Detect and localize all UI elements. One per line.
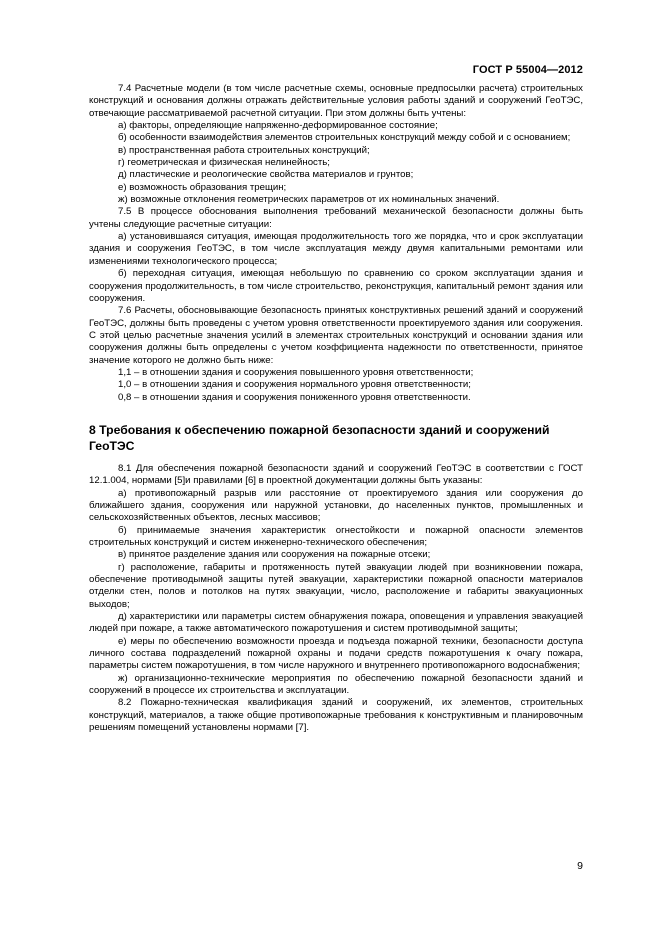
list-item: д) пластические и реологические свойства материалов и грунтов; [118, 169, 414, 181]
list-item: в) пространственная работа строительных конструкций; [118, 144, 370, 156]
list-item: 1,0 – в отношении здания и сооружения нормального уровня ответственности; [118, 379, 471, 391]
clause-8-2: 8.2 Пожарно-техническая квалификация зданий и сооружений, их элементов, строительных конструкций, материалов, а также общие противопожарные требования к конструктивным и планировочным решениям помещений установлены нормами [7]. [89, 697, 583, 734]
list-item: ж) возможные отклонения геометрических параметров от их номинальных значений. [118, 194, 500, 206]
list-item: е) возможность образования трещин; [118, 181, 287, 193]
list-item: ж) организационно-технические мероприятия по обеспечению пожарной безопасности зданий и сооружений в процессе их строительства и эксплуатации. [89, 672, 583, 697]
list-item: д) характеристики или параметры систем обнаружения пожара, оповещения и управления эвакуацией людей при пожаре, а также автоматического пожаротушения и систем противодымной защиты; [89, 611, 583, 635]
clause-8-1: 8.1 Для обеспечения пожарной безопасности зданий и сооружений ГеоТЭС в соответствии с ГОСТ 12.1.004, нормами [5]и правилами [6] в проектной документации должны быть указаны: [89, 462, 583, 487]
page-content [89, 83, 583, 735]
list-item: 0,8 – в отношении здания и сооружения пониженного уровня ответственности. [118, 391, 471, 403]
list-item: г) геометрическая и физическая нелинейность; [118, 157, 330, 169]
list-item: б) переходная ситуация, имеющая небольшую по сравнению со сроком эксплуатации здания и сооружения продолжительность, в том числе строительство, реконструкция, капитальный ремонт здания или сооружения. [89, 268, 583, 304]
list-item: б) принимаемые значения характеристик огнестойкости и пожарной опасности элементов строительных конструкций и систем инженерно-технического обеспечения; [89, 524, 583, 548]
list-item: а) факторы, определяющие напряженно-деформированное состояние; [118, 120, 438, 132]
list-item: а) установившаяся ситуация, имеющая продолжительность того же порядка, что и срок эксплуатации здания и сооружения ГеоТЭС, в том числе эксплуатация между двумя капитальными ремонтами или изменениями технологического процесса; [89, 231, 583, 267]
document-code: ГОСТ Р 55004—2012 [472, 64, 583, 76]
section-8-heading: 8 Требования к обеспечению пожарной безопасности зданий и сооружений ГеоТЭС [89, 422, 550, 453]
clause-7-5: 7.5 В процессе обоснования выполнения требований механической безопасности должны быть учтены следующие расчетные ситуации: [89, 206, 583, 230]
list-item: а) противопожарный разрыв или расстояние от проектируемого здания или сооружения до ближайшего здания, сооружения или наружной установки, до населенных пунктов, промышленных и сельскохозяйственных объектов, лесных массивов; [89, 487, 583, 524]
list-item: 1,1 – в отношении здания и сооружения повышенного уровня ответственности; [118, 366, 474, 378]
page-number: 9 [577, 860, 583, 872]
list-item: б) особенности взаимодействия элементов строительных конструкций между собой и с основанием; [118, 132, 571, 144]
list-item: е) меры по обеспечению возможности проезда и подъезда пожарной техники, безопасности доступа личного состава подразделений пожарной охраны и подачи средств пожаротушения к очагу пожара, параметры систем пожаротушения, в том числе наружного и внутреннего противопожарного водоснабжения; [89, 635, 583, 672]
clause-7-6: 7.6 Расчеты, обосновывающие безопасность принятых конструктивных решений зданий и сооружений ГеоТЭС, должны быть проведены с учетом уровня ответственности проектируемого здания или сооружения. С этой целью расчетные значения усилий в элементах строительных конструкций и основании здания или сооружения должны быть определены с учетом коэффициента надежности по ответственности, принятое значение которого не должно быть ниже: [89, 305, 583, 366]
clause-7-4: 7.4 Расчетные модели (в том числе расчетные схемы, основные предпосылки расчета) строительных конструкций и основания должны отражать действительные условия работы зданий и сооружений ГеоТЭС, отвечающие рассматриваемой расчетной ситуации. При этом должны быть учтены: [89, 83, 583, 119]
list-item: г) расположение, габариты и протяженность путей эвакуации людей при возникновении пожара, обеспечение противодымной защиты путей эвакуации, характеристики пожарной опасности материалов отделки стен, полов и потолков на путях эвакуации, число, расположение и габариты эвакуационных выходов; [89, 561, 583, 610]
list-item: в) принятое разделение здания или сооружения на пожарные отсеки; [118, 549, 431, 561]
